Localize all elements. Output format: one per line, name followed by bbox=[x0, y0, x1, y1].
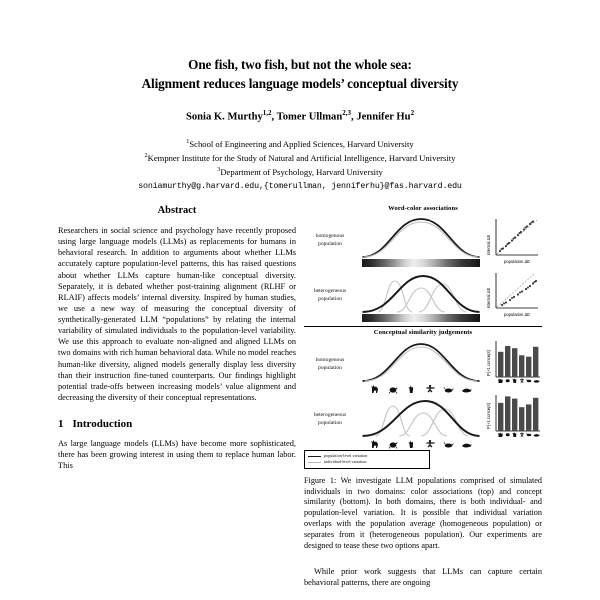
scatter-x-axis-label: population ΔE bbox=[503, 311, 531, 317]
panel-title-conceptual-similarity: Conceptual similarity judgements bbox=[373, 329, 473, 336]
author-3-affil-marker: 2 bbox=[410, 109, 415, 118]
figure-row-concept-heterogeneous bbox=[304, 392, 542, 447]
row-label-line-2: population bbox=[318, 240, 342, 247]
author-2: Tomer Ullman bbox=[276, 112, 343, 123]
scatter-color-heterogeneous bbox=[486, 270, 542, 322]
row-label-line-2: population bbox=[318, 419, 342, 426]
animal-icon-1 bbox=[370, 439, 381, 449]
row-label-line-1: heterogeneous bbox=[313, 288, 347, 295]
row-label-homogeneous-color bbox=[304, 233, 356, 248]
introduction-paragraph-1: As large language models (LLMs) have become more sophisticated, there has been growing interest in using them to replace human labor. This bbox=[58, 439, 296, 471]
scatter-x-axis-label: population ΔE bbox=[503, 258, 531, 264]
row-label-homogeneous-concept bbox=[304, 357, 356, 372]
affiliation-2-marker: 2 bbox=[144, 151, 148, 159]
affiliation-3-text: Department of Psychology, Harvard University bbox=[220, 166, 383, 177]
section-title: Introduction bbox=[72, 418, 133, 430]
legend-line-population-icon bbox=[308, 456, 321, 457]
legend-label-population: population-level variation bbox=[324, 453, 368, 458]
color-spectrum-bar-heterogeneous bbox=[362, 314, 480, 322]
figure-legend bbox=[304, 450, 430, 469]
section-heading-introduction bbox=[58, 418, 296, 430]
abstract-heading: Abstract bbox=[157, 205, 197, 216]
row-label-line-1: homogenous bbox=[315, 357, 345, 364]
author-list: Sonia K. Murthy$^{1,2}$, Tomer Ullman$^{2,3}$, Jennifer Hu$^2$ bbox=[185, 109, 415, 123]
affiliation-list bbox=[0, 137, 600, 179]
affiliation-1-marker: 1 bbox=[186, 138, 190, 145]
bars-concept-heterogeneous bbox=[486, 394, 542, 446]
density-curves-color-heterogeneous bbox=[356, 268, 486, 314]
density-curves-color-homogeneous bbox=[356, 213, 486, 259]
bar-svg-homogeneous bbox=[486, 339, 542, 391]
abstract-text: Researchers in social science and psychology have recently proposed using large language models (LLMs) as replacements for humans in behavioral research. In addition to arguments about whether LLMs accurately capture population-level patterns, this has raised questions about whether LLMs capture human-like conceptual diversity. Separately, it is debated whether post-training alignment (RLHF or RLAIF) affects models’ internal diversity. Inspired by human studies, we use a new way of measuring the conceptual diversity of synthetically-generated LLM “populations” by relating the internal variability of simulated individuals to the population-level variability. We use this approach to evaluate non-aligned and aligned LLMs on two domains with rich human behavioral data. While no model reaches human-like diversity, aligned models generally display less diversity than their instruction fine-tuned counterparts. Our findings highlight potential trade-offs between increasing models’ value alignment and decreasing the diversity of their conceptual representations. bbox=[58, 226, 296, 402]
affiliation-1-text: School of Engineering and Applied Sciences, Harvard University bbox=[189, 138, 414, 149]
bar-y-axis-label: P(+1 concept) bbox=[486, 402, 491, 429]
animal-icon-2 bbox=[388, 439, 399, 449]
right-column-paragraph-1: While prior work suggests that LLMs can capture certain behavioral patterns, there are ongoing bbox=[304, 566, 542, 588]
row-label-line-2: population bbox=[318, 295, 342, 302]
author-1: Sonia K. Murthy bbox=[185, 112, 263, 123]
scatter-color-homogeneous bbox=[486, 215, 542, 267]
figure-1 bbox=[304, 205, 542, 469]
title-line-1: One fish, two fish, but not the whole sea: bbox=[188, 57, 412, 72]
distribution-color-heterogeneous bbox=[356, 268, 486, 323]
affiliation-3-marker: 3 bbox=[217, 165, 221, 173]
figure-1-caption bbox=[304, 476, 542, 552]
distribution-concept-homogeneous bbox=[356, 337, 486, 392]
animal-icon-5 bbox=[443, 439, 454, 449]
row-label-heterogeneous-concept bbox=[304, 412, 356, 427]
row-label-heterogeneous-color bbox=[304, 288, 356, 303]
left-column bbox=[58, 205, 296, 600]
author-3: Jennifer Hu bbox=[356, 112, 411, 123]
legend-label-individual: individual-level variation bbox=[324, 459, 367, 465]
section-number: 1 bbox=[58, 418, 64, 430]
author-2-affil-marker: 2,3 bbox=[342, 109, 352, 118]
animal-icon-3 bbox=[406, 439, 417, 449]
animal-icon-6 bbox=[461, 439, 472, 449]
author-1-affil-marker: 1,2 bbox=[262, 109, 272, 118]
figure-row-concept-homogeneous bbox=[304, 337, 542, 392]
bars-concept-homogeneous bbox=[486, 339, 542, 391]
right-column bbox=[304, 205, 542, 600]
affiliation-2 bbox=[0, 151, 600, 165]
legend-item-individual bbox=[308, 459, 426, 465]
affiliation-3 bbox=[0, 165, 600, 179]
animal-icon-4 bbox=[425, 439, 436, 449]
body-columns bbox=[0, 205, 600, 600]
bar-svg-heterogeneous bbox=[486, 394, 542, 446]
figure-panel-divider bbox=[304, 326, 542, 327]
distribution-color-homogeneous bbox=[356, 213, 486, 268]
distribution-concept-heterogeneous bbox=[356, 392, 486, 447]
color-spectrum-bar-homogeneous bbox=[362, 259, 480, 267]
scatter-svg-heterogeneous bbox=[486, 270, 542, 322]
page-title bbox=[60, 56, 540, 93]
scatter-y-axis-label: internal ΔE bbox=[486, 287, 491, 308]
row-label-line-1: heterogeneous bbox=[313, 412, 347, 419]
affiliation-1 bbox=[0, 137, 600, 151]
figure-row-color-heterogeneous bbox=[304, 268, 542, 323]
author-emails: soniamurthy@g.harvard.edu,{tomerullman, jenniferhu}@fas.harvard.edu bbox=[138, 181, 462, 191]
panel-title-word-color: Word-color associations bbox=[388, 205, 458, 212]
figure-caption-label: Figure 1: bbox=[304, 475, 337, 485]
title-line-2: Alignment reduces language models’ conceptual diversity bbox=[141, 75, 459, 91]
figure-caption-text: We investigate LLM populations comprised of simulated individuals in two domains: color associations (top) and concept similarity (bottom). In both domains, there is both individual- and population-level variation. It is possible that individual variation overlaps with the population average (homogeneous population) or separates from it (heterogeneous population). Our experiments are designed to tease these two options apart. bbox=[304, 475, 542, 551]
density-curves-concept-homogeneous bbox=[356, 337, 486, 383]
figure-row-color-homogeneous bbox=[304, 213, 542, 268]
scatter-y-axis-label: internal ΔE bbox=[486, 234, 491, 255]
density-curves-concept-heterogeneous bbox=[356, 392, 486, 438]
legend-line-individual-icon bbox=[308, 462, 321, 463]
affiliation-2-text: Kempner Institute for the Study of Natural and Artificial Intelligence, Harvard University bbox=[147, 152, 456, 163]
title-block bbox=[0, 0, 600, 191]
animal-silhouettes-heterogeneous bbox=[366, 438, 476, 449]
bar-y-axis-label: P(+1 concept) bbox=[486, 349, 491, 376]
figure-panel-conceptual-similarity bbox=[304, 329, 542, 469]
row-label-line-1: homogenous bbox=[315, 233, 345, 240]
row-label-line-2: population bbox=[318, 364, 342, 371]
figure-panel-word-color bbox=[304, 205, 542, 323]
scatter-svg-homogeneous bbox=[486, 215, 542, 267]
